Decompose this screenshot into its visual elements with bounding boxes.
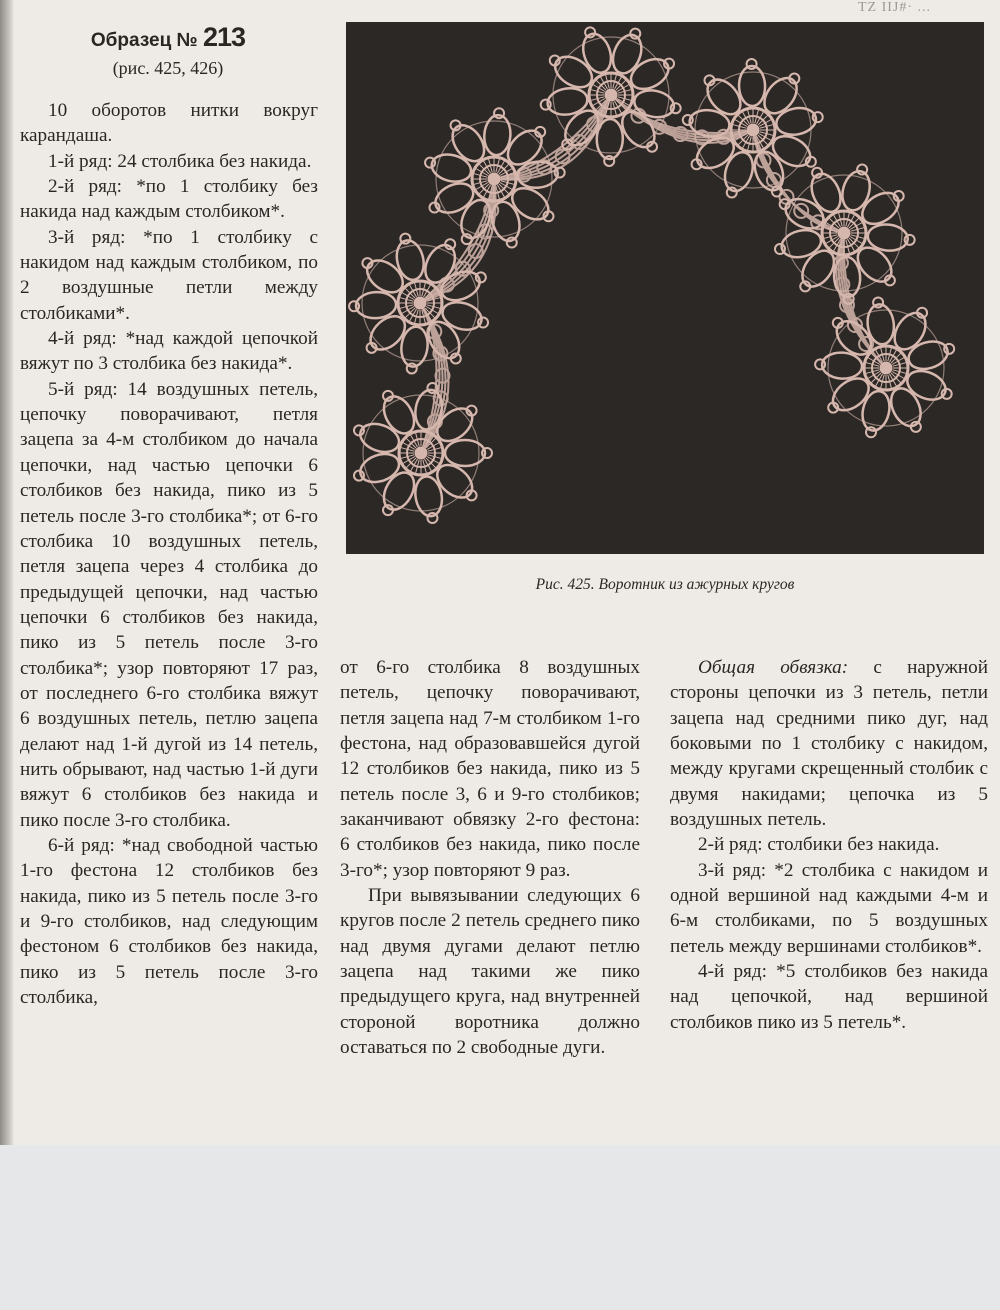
paragraph: 1-й ряд: 24 столбика без накида. xyxy=(48,150,312,172)
paragraph: 5-й ряд: 14 воздушных петель, цепочку поворачивают, петля зацепа за 4-м столбиком до начала цепочки, над частью цепочки 6 столбиков без накида, пико из 5 петель после 3-го столбика*; от 6-го столбика 10 воздушных петель, петля зацепа через 4 столбика до предыдущей цепочки, над частью цепочки 6 столбиков без накида, пико из 5 петель после 3-го столбика*; узор повторяют 17 раз, от последнего 6-го столбика вяжут 6 воздушных петель, петлю зацепа делают над 1-й дугой из 14 петель, нить обрывают, над частью 1-й дуги вяжут 6 столбиков без накида и пико после 3-го столбика. xyxy=(20,378,318,831)
lace-collar-image xyxy=(346,22,984,554)
paragraph: 4-й ряд: *над каждой цепочкой вяжут по 3 столбика без накида*. xyxy=(20,328,318,375)
figure-caption: Рис. 425. Воротник из ажурных кругов xyxy=(535,576,795,593)
section-text: с наружной стороны цепочки из 3 петель, петли зацепа над средними пико дуг, над боковыми по 1 столбику с накидом, между кругами скрещенный столбик с двумя накидами; цепочка из 5 воздушных петель. xyxy=(670,657,988,831)
paragraph: 2-й ряд: *по 1 столбику без накида над каждым столбиком*. xyxy=(20,176,318,223)
paragraph: При вывязывании следующих 6 кругов после 2 петель среднего пико над двумя дугами делают петлю зацепа над такими же пико предыдущего круга, над внутренней стороной воротника должно оставаться по 2 свободные дуги. xyxy=(340,885,640,1059)
paragraph: 2-й ряд: столбики без накида. xyxy=(698,834,940,856)
text-column-1 xyxy=(20,98,318,1010)
paragraph: 6-й ряд: *над свободной частью 1-го фестона 12 столбиков без накида, пико из 5 петель после 3-го и 9-го столбиков, над следующим фестоном 6 столбиков без накида, пико из 5 петель после 3-го столбика, xyxy=(20,834,318,1009)
text-column-3 xyxy=(670,655,988,1035)
pattern-heading xyxy=(68,22,268,80)
paragraph: от 6-го столбика 8 воздушных петель, цепочку поворачивают, петля зацепа над 7-м столбиком 1-го фестона, над образовавшейся дугой 12 столбиков без накида, пико из 5 петель после 3, 6 и 9-го столбиков; заканчивают обвязку 2-го фестона: 6 столбиков без накида, пико после 3-го*; узор повторяют 9 раз. xyxy=(340,657,640,881)
lace-collar-photo xyxy=(346,22,984,554)
page-binding-shadow xyxy=(0,0,14,1145)
page-edge-scrap-text: TZ IIJ#· ... xyxy=(858,0,932,15)
paragraph xyxy=(670,655,988,832)
paragraph: 4-й ряд: *5 столбиков без накида над цепочкой, над вершиной столбиков пико из 5 петель*. xyxy=(670,961,988,1033)
paragraph: 3-й ряд: *по 1 столбику с накидом над каждым столбиком, по 2 воздушные петли между столбиками*. xyxy=(20,226,318,324)
paragraph: 3-й ряд: *2 столбика с накидом и одной вершиной над каждыми 4-м и 6-м столбиками, по 5 воздушных петель между вершинами столбиков*. xyxy=(670,859,988,957)
pattern-number: 213 xyxy=(203,22,246,52)
text-column-2 xyxy=(340,655,640,1061)
empty-background xyxy=(0,1145,1000,1310)
paragraph: 10 оборотов нитки вокруг карандаша. xyxy=(20,100,318,147)
pattern-figure-reference: (рис. 425, 426) xyxy=(112,58,224,78)
pattern-title xyxy=(68,22,268,56)
pattern-title-prefix: Образец № xyxy=(90,30,198,51)
section-label: Общая обвязка: xyxy=(698,657,849,678)
